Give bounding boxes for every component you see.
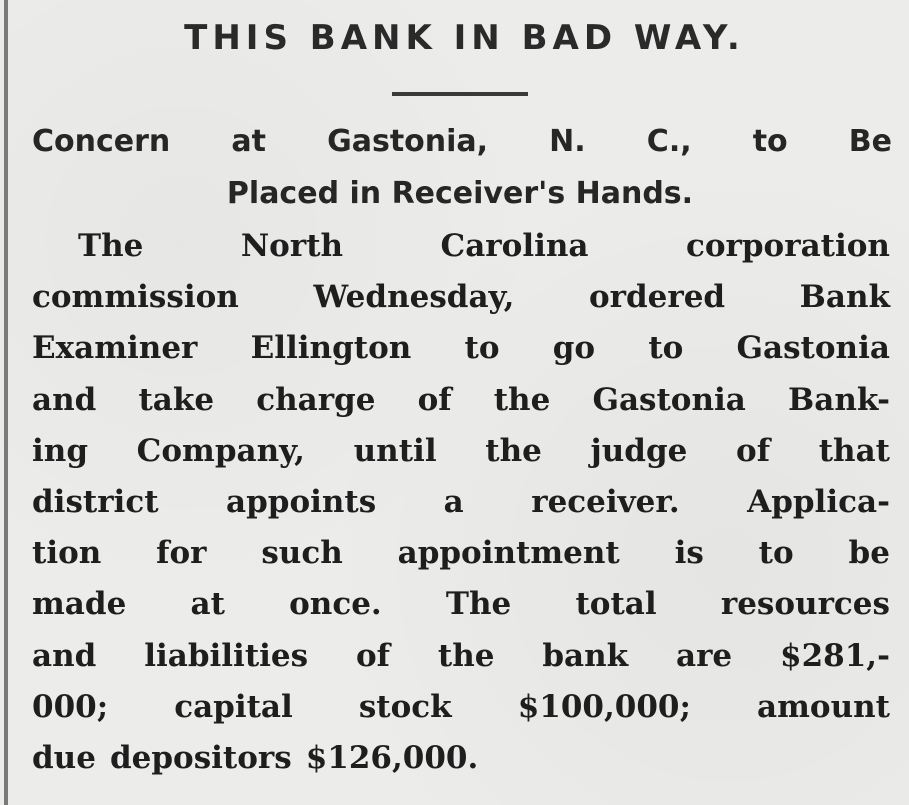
- body-line: [32, 586, 890, 622]
- body-word: appoints: [226, 484, 377, 520]
- body-word: go: [552, 330, 596, 367]
- column-rule: [4, 0, 8, 805]
- subhead-word: C.,: [646, 124, 692, 159]
- headline-divider: [392, 92, 528, 96]
- body-word: such: [261, 535, 343, 572]
- body-word: are: [676, 637, 733, 674]
- body-word: receiver.: [531, 484, 680, 520]
- body-word: bank: [542, 637, 629, 674]
- body-word: the: [437, 637, 495, 674]
- body-line: [32, 484, 890, 520]
- subhead-word: at: [231, 124, 266, 159]
- body-word: at: [190, 586, 225, 623]
- body-word: and: [32, 381, 97, 418]
- body-word: take: [138, 381, 215, 418]
- body-word: resources: [720, 586, 890, 623]
- body-word: Gastonia: [592, 381, 746, 418]
- body-word: be: [848, 535, 890, 572]
- body-word: commission: [32, 279, 239, 316]
- subhead-line-1: [32, 124, 892, 159]
- body-word: the: [485, 432, 542, 469]
- subhead-word: to: [752, 124, 788, 159]
- body-word: once.: [289, 586, 382, 623]
- body-word: corporation: [686, 228, 890, 264]
- body-line: [32, 535, 890, 571]
- body-word: until: [353, 432, 437, 469]
- body-word: $100,000;: [517, 688, 691, 725]
- body-word: to: [758, 535, 794, 572]
- body-word: amount: [757, 688, 890, 725]
- body-word: of: [355, 637, 390, 674]
- body-word: Gastonia: [736, 330, 890, 367]
- body-word: Bank-: [788, 381, 890, 418]
- body-line: [78, 228, 890, 264]
- body-word: Bank: [799, 279, 890, 316]
- body-word: a: [443, 484, 464, 520]
- body-word: ing: [32, 432, 88, 469]
- body-word: of: [417, 381, 452, 418]
- headline: THIS BANK IN BAD WAY.: [184, 18, 745, 58]
- subhead-word: Gastonia,: [327, 124, 489, 159]
- body-line: [32, 330, 890, 366]
- body-word: and: [32, 637, 97, 674]
- body-word: is: [674, 535, 704, 572]
- body-word: stock: [358, 688, 452, 725]
- body-word: for: [156, 535, 207, 572]
- body-word: district: [32, 484, 159, 520]
- body-word: charge: [256, 381, 376, 418]
- body-word: due: [32, 740, 96, 776]
- body-word: 000;: [32, 688, 109, 725]
- subhead-word: N.: [549, 124, 586, 159]
- body-word: ordered: [588, 279, 726, 316]
- body-word: North: [240, 228, 344, 264]
- body-line: [32, 689, 890, 725]
- body-word: The: [445, 586, 512, 623]
- body-line: [32, 279, 890, 315]
- body-word: judge: [590, 432, 688, 469]
- body-word: liabilities: [144, 637, 309, 674]
- body-word: Carolina: [440, 228, 589, 264]
- body-word: tion: [32, 535, 102, 572]
- subhead-line-2: Placed in Receiver's Hands.: [226, 176, 694, 211]
- body-word: The: [78, 228, 144, 264]
- body-word: depositors: [109, 740, 292, 776]
- body-line: [32, 638, 890, 674]
- body-word: appointment: [397, 535, 620, 572]
- body-word: total: [575, 586, 657, 623]
- body-word: Ellington: [250, 330, 412, 367]
- body-word: capital: [174, 688, 293, 725]
- body-word: Applica-: [747, 484, 890, 520]
- body-word: that: [818, 432, 890, 469]
- body-word: Wednesday,: [313, 279, 515, 316]
- body-line: [32, 433, 890, 469]
- body-word: $126,000.: [305, 740, 479, 776]
- body-word: made: [32, 586, 127, 623]
- body-word: $281,-: [780, 637, 890, 674]
- body-line: [32, 382, 890, 418]
- body-word: Examiner: [32, 330, 198, 367]
- subhead-word: Concern: [32, 124, 171, 159]
- subhead-word: Be: [848, 124, 892, 159]
- body-word: Company,: [136, 432, 305, 469]
- body-word: to: [464, 330, 500, 367]
- body-line: [32, 740, 890, 776]
- body-word: of: [736, 432, 771, 469]
- body-word: the: [493, 381, 551, 418]
- body-word: to: [648, 330, 684, 367]
